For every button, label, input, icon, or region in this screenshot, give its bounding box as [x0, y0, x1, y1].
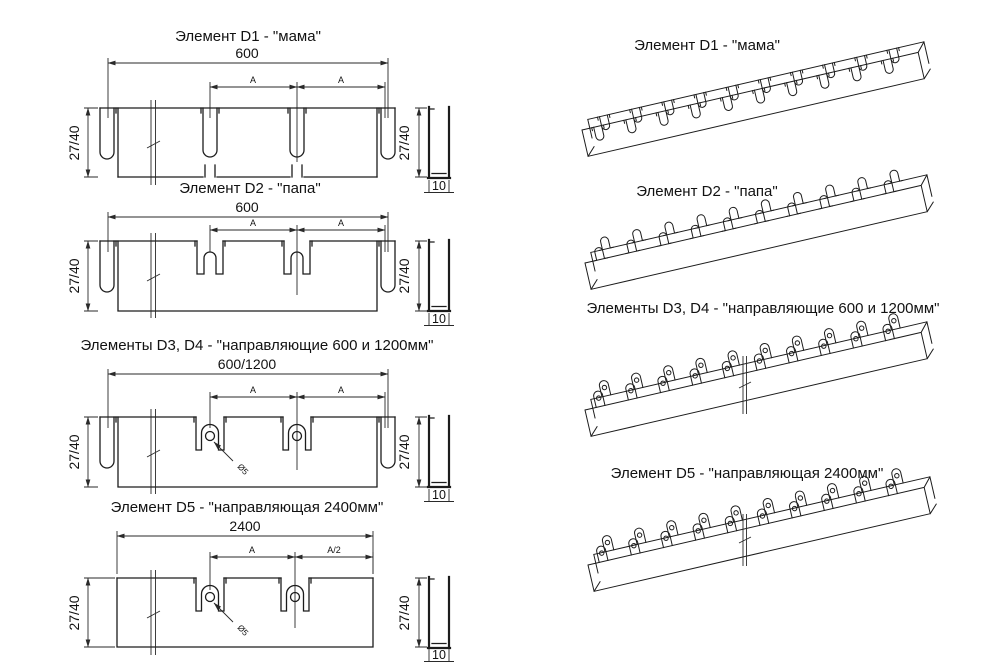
- d2-iso-title: Элемент D2 - "папа": [636, 183, 778, 200]
- d34-title: Элементы D3, D4 - "направляющие 600 и 1200мм": [80, 337, 434, 354]
- d2-pitch-left-label: A: [249, 218, 257, 228]
- d1-length-dim-label: 600: [235, 45, 259, 61]
- d2-break-line: [147, 233, 160, 318]
- d5-height-dim-label: 27/40: [66, 595, 82, 631]
- d34-left-hook: [100, 417, 118, 486]
- d5-iso-title: Элемент D5 - "направляющая 2400мм": [610, 465, 884, 482]
- d34-iso-far-tongues: [598, 313, 900, 397]
- d5-section-width-label: 10: [432, 648, 446, 662]
- d5-section-height-ext-lines: [415, 578, 427, 647]
- d1-iso-near-slots: [592, 58, 896, 141]
- d34-iso-title: Элементы D3, D4 - "направляющие 600 и 1200мм": [586, 300, 940, 317]
- d1-pitch-ext-lines: [210, 82, 385, 162]
- d2-iso-view: [580, 163, 935, 289]
- d2-length-ext-lines: [108, 212, 388, 252]
- d5-title: Элемент D5 - "направляющая 2400мм": [110, 499, 384, 516]
- d1-section-width-label: 10: [432, 179, 446, 193]
- d34-hole-dia-label: Ø5: [235, 461, 251, 477]
- d2-height-ext-lines: [84, 241, 98, 311]
- d5-hole-dia-label: Ø5: [235, 622, 251, 638]
- d2-cross-section: [428, 240, 450, 311]
- d1-profile-drawing: [66, 28, 454, 193]
- d5-height-ext-lines: [84, 578, 115, 647]
- d5-iso-view: [582, 462, 938, 592]
- d5-iso-break-line: [739, 514, 751, 566]
- d34-iso-channel-body: [583, 322, 935, 436]
- d1-pitch-right-label: A: [337, 75, 345, 85]
- d34-height-dim-label: 27/40: [66, 434, 82, 470]
- d34-section-height-label: 27/40: [396, 434, 412, 470]
- d34-break-line: [147, 409, 160, 494]
- d2-left-hook: [100, 241, 118, 310]
- d1-pitch-left-label: A: [249, 75, 257, 85]
- d1-right-hook: [377, 108, 395, 177]
- d2-title: Элемент D2 - "папа": [179, 180, 321, 197]
- d1-cross-section: [428, 107, 450, 178]
- d1-iso-title: Элемент D1 - "мама": [634, 37, 780, 54]
- d1-iso-strip: [580, 42, 932, 156]
- d5-length-dim-label: 2400: [229, 518, 261, 534]
- d1-title: Элемент D1 - "мама": [175, 28, 321, 45]
- d5-pitch-ext-lines: [210, 552, 373, 628]
- d5-break-line: [147, 570, 160, 655]
- d2-section-height-label: 27/40: [396, 258, 412, 294]
- d34-pitch-left-label: A: [249, 385, 257, 395]
- d2-pitch-ext-lines: [210, 225, 385, 295]
- d5-profile-drawing: [66, 499, 454, 662]
- d1-iso-view: [580, 37, 932, 156]
- d1-height-ext-lines: [84, 108, 98, 177]
- d34-length-dim-label: 600/1200: [217, 356, 277, 372]
- d5-cross-section: [428, 577, 450, 648]
- d1-height-dim-label: 27/40: [66, 125, 82, 161]
- d34-cross-section: [428, 416, 450, 487]
- d2-iso-far-tongues: [597, 169, 903, 251]
- d1-break-line: [147, 100, 160, 185]
- d34-section-height-ext-lines: [415, 417, 427, 487]
- d34-pitch-right-label: A: [337, 385, 345, 395]
- d2-length-dim-label: 600: [235, 199, 259, 215]
- d34-section-width-label: 10: [432, 488, 446, 502]
- d1-length-ext-lines: [108, 58, 388, 118]
- d2-right-hook: [377, 241, 395, 310]
- d34-right-hook: [377, 417, 395, 486]
- d2-profile-drawing: [66, 180, 454, 326]
- d1-iso-channel-body: [580, 42, 932, 156]
- d1-mama-slot: [201, 108, 219, 177]
- d2-section-height-ext-lines: [415, 241, 427, 311]
- d5-pitch-right-label: A/2: [327, 545, 341, 555]
- d34-length-ext-lines: [108, 369, 388, 428]
- d34-iso-near-tongues: [593, 323, 895, 407]
- d5-iso-channel-body: [586, 477, 938, 591]
- d2-height-dim-label: 27/40: [66, 258, 82, 294]
- d34-iso-view: [579, 300, 939, 436]
- d2-pitch-right-label: A: [337, 218, 345, 228]
- d1-section-height-ext-lines: [415, 108, 427, 177]
- d1-section-height-label: 27/40: [396, 125, 412, 161]
- d34-height-ext-lines: [84, 417, 98, 487]
- d1-iso-far-slots: [598, 48, 902, 131]
- d34-profile-drawing: [66, 337, 454, 502]
- d1-left-hook: [100, 108, 118, 177]
- d5-pitch-left-label: A: [248, 545, 256, 555]
- d34-iso-strip: [579, 307, 935, 437]
- d5-section-height-label: 27/40: [396, 595, 412, 631]
- d2-section-width-label: 10: [432, 312, 446, 326]
